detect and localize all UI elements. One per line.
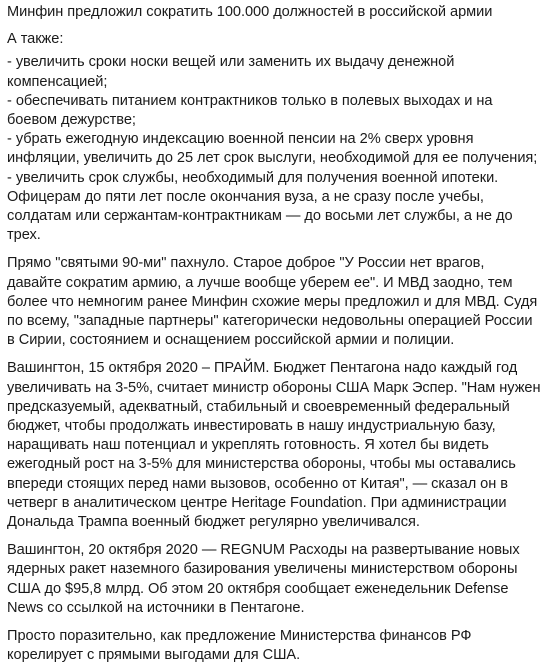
text-line: инфляции, увеличить до 25 лет срок выслуги, необходимой для ее получения; xyxy=(7,150,538,167)
text-line: Просто поразительно, как предложение Министерства финансов РФ xyxy=(7,628,472,645)
text-line: боевом дежурстве; xyxy=(7,112,136,129)
text-line: - увеличить сроки носки вещей или заменить их выдачу денежной xyxy=(7,54,455,71)
text-line: корелирует с прямыми выгодами для США. xyxy=(7,647,301,664)
text-line: ядерных ракет наземного базирования увеличены министерством обороны xyxy=(7,561,518,578)
paragraph-proposals xyxy=(7,30,541,245)
text-line: давайте сократим армию, а лучше вообще уберем ее". И МВД заодно, тем xyxy=(7,274,513,291)
text-line: Вашингтон, 20 октября 2020 — REGNUM Расходы на развертывание новых xyxy=(7,542,520,559)
paragraph-prime-quote xyxy=(7,359,541,532)
text-line: Офицерам до пяти лет после окончания вуза, а не сразу после учебы, xyxy=(7,188,484,205)
text-line: по всему, "западные партнеры" категорически недовольны операцией России xyxy=(7,313,533,330)
post-body xyxy=(7,0,541,666)
text-line: А также: xyxy=(7,31,64,48)
paragraph-regnum-quote xyxy=(7,541,541,618)
text-line: компенсацией; xyxy=(7,73,108,90)
post-title: Минфин предложил сократить 100.000 должностей в российской армии xyxy=(7,4,493,20)
text-line: впереди стоящих перед нами вызовов, особенно от Китая", — сказал он в xyxy=(7,475,508,492)
text-line: предсказуемый, адекватный, стабильный и своевременный федеральный xyxy=(7,398,510,415)
text-line: ежегодный рост на 3-5% для министерства обороны, чтобы мы оставались xyxy=(7,456,516,473)
text-line: бюджет, чтобы продолжать инвестировать в нашу индустриальную базу, xyxy=(7,418,496,435)
text-line: увеличивать на 3-5%, считает министр обороны США Марк Эспер. "Нам нужен xyxy=(7,379,541,396)
text-line: - убрать ежегодную индексацию военной пенсии на 2% сверх уровня xyxy=(7,131,474,148)
paragraph-commentary xyxy=(7,254,541,350)
text-line: наращивать наш потенциал и укреплять готовность. Я хотел бы видеть xyxy=(7,437,489,454)
text-line: солдатам или сержантам-контрактникам — до восьми лет службы, а не до xyxy=(7,208,513,225)
text-line: Вашингтон, 15 октября 2020 – ПРАЙМ. Бюджет Пентагона надо каждый год xyxy=(7,360,518,377)
paragraph-conclusion xyxy=(7,627,541,665)
text-line: Прямо "святыми 90-ми" пахнуло. Старое доброе "У России нет врагов, xyxy=(7,255,485,272)
text-line: - увеличить срок службы, необходимый для получения военной ипотеки. xyxy=(7,169,499,186)
text-line: News со ссылкой на источники в Пентагоне. xyxy=(7,599,305,616)
text-line: США до $95,8 млрд. Об этом 20 октября сообщает еженедельник Defense xyxy=(7,580,509,597)
text-line: - обеспечивать питанием контрактников только в полевых выходах и на xyxy=(7,92,493,109)
text-line: Дональда Трампа военный бюджет регулярно увеличивался. xyxy=(7,514,420,531)
text-line: в Сирии, состоянием и оснащением российской армии и полиции. xyxy=(7,332,455,349)
text-line: трех. xyxy=(7,227,41,244)
text-line: четверг в аналитическом центре Heritage Foundation. При администрации xyxy=(7,494,507,511)
text-line: более что немногим ранее Минфин схожие меры предложил и для МВД. Судя xyxy=(7,293,538,310)
